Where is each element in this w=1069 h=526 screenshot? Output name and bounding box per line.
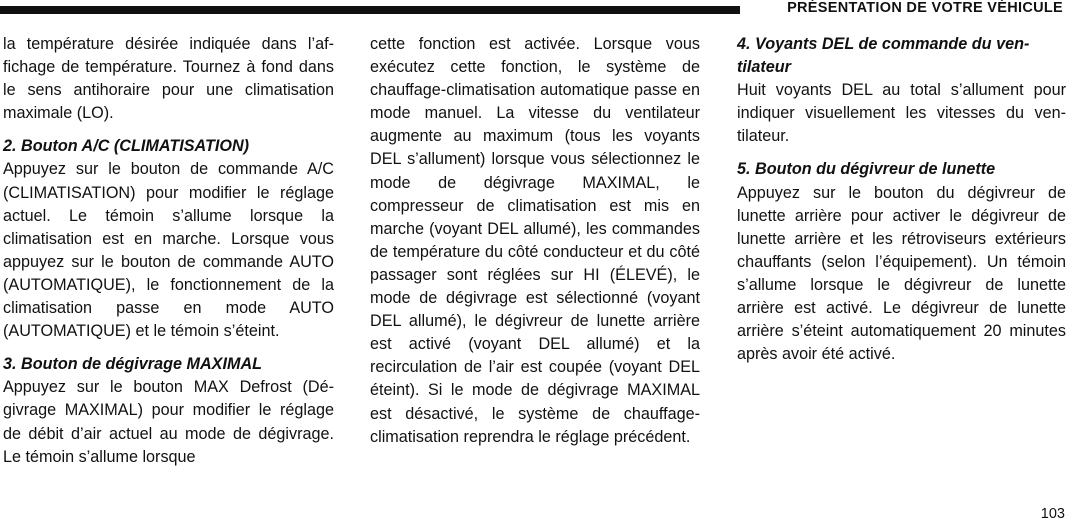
paragraph-temperature: la température désirée indiquée dans l’affichage de température. Tournez à fond dans le sens antihoraire pour une climatisation maximale (LO). (3, 35, 334, 123)
section-title: PRÉSENTATION DE VOTRE VÉHICULE (787, 0, 1063, 16)
paragraph-max-defrost: Appuyez sur le bouton MAX Defrost (Dégivrage MAXIMAL) pour modifier le réglage de débit d’air actuel au mode de dégivrage. Le témoin s’allume lorsque (3, 378, 334, 466)
text-column-2 (370, 33, 700, 449)
paragraph-ac-button: Appuyez sur le bouton de commande A/C (CLIMATISATION) pour modifier le réglage actuel. Le témoin s’allume lorsque la climatisation est en marche. Lorsque vous appuyez sur le bouton de commande AUTO (AUTOMATIQUE), le fonctionnement de la climatisation passe en mode AUTO (AUTOMATIQUE) et le témoin s’éteint. (3, 160, 334, 341)
text-column-3 (737, 33, 1066, 366)
header-rule (0, 6, 740, 14)
paragraph-rear-defroster: Appuyez sur le bouton du dégivreur de lunette arrière pour activer le dégivreur de lunette arrière et les rétroviseurs extérieurs chauffants (selon l’équipement). Un témoin s’allume lorsque le dégivreur de lunette arrière est activé. Le dégivreur de lunette arrière s’éteint automatiquement 20 minutes après avoir été activé. (737, 183, 1066, 364)
text-column-1 (3, 33, 334, 469)
paragraph-blower-leds: Huit voyants DEL au total s’allument pour indiquer visuellement les vitesses du ventilateur. (737, 81, 1066, 146)
paragraph-max-defrost-continued: cette fonction est activée. Lorsque vous exécutez cette fonction, le système de chauffage-climatisation automatique passe en mode manuel. La vitesse du ventilateur augmente au maximum (tous les voyants DEL s’allument) lorsque vous sélectionnez le mode de dégivrage MAXIMAL, le compresseur de climatisation est mis en marche (voyant DEL allumé), les commandes de température du côté conducteur et du côté passager sont réglées sur HI (ÉLEVÉ), le mode de dégivrage est sélectionné (voyant DEL allumé), le dégivreur de lunette arrière est activé (voyant DEL allumé) et la recirculation de l’air est coupée (voyant DEL éteint). Si le mode de dégivrage MAXIMAL est désactivé, le système de chauffage-climatisation reprendra le réglage précédent. (370, 35, 700, 446)
heading-max-defrost: 3. Bouton de dégivrage MAXIMAL (3, 355, 263, 374)
heading-ac-button: 2. Bouton A/C (CLIMATISATION) (3, 137, 250, 156)
heading-rear-defroster: 5. Bouton du dégivreur de lunette (737, 160, 996, 179)
heading-blower-leds: 4. Voyants DEL de commande du ventilateur (737, 35, 1030, 77)
page-number: 103 (1040, 506, 1065, 522)
